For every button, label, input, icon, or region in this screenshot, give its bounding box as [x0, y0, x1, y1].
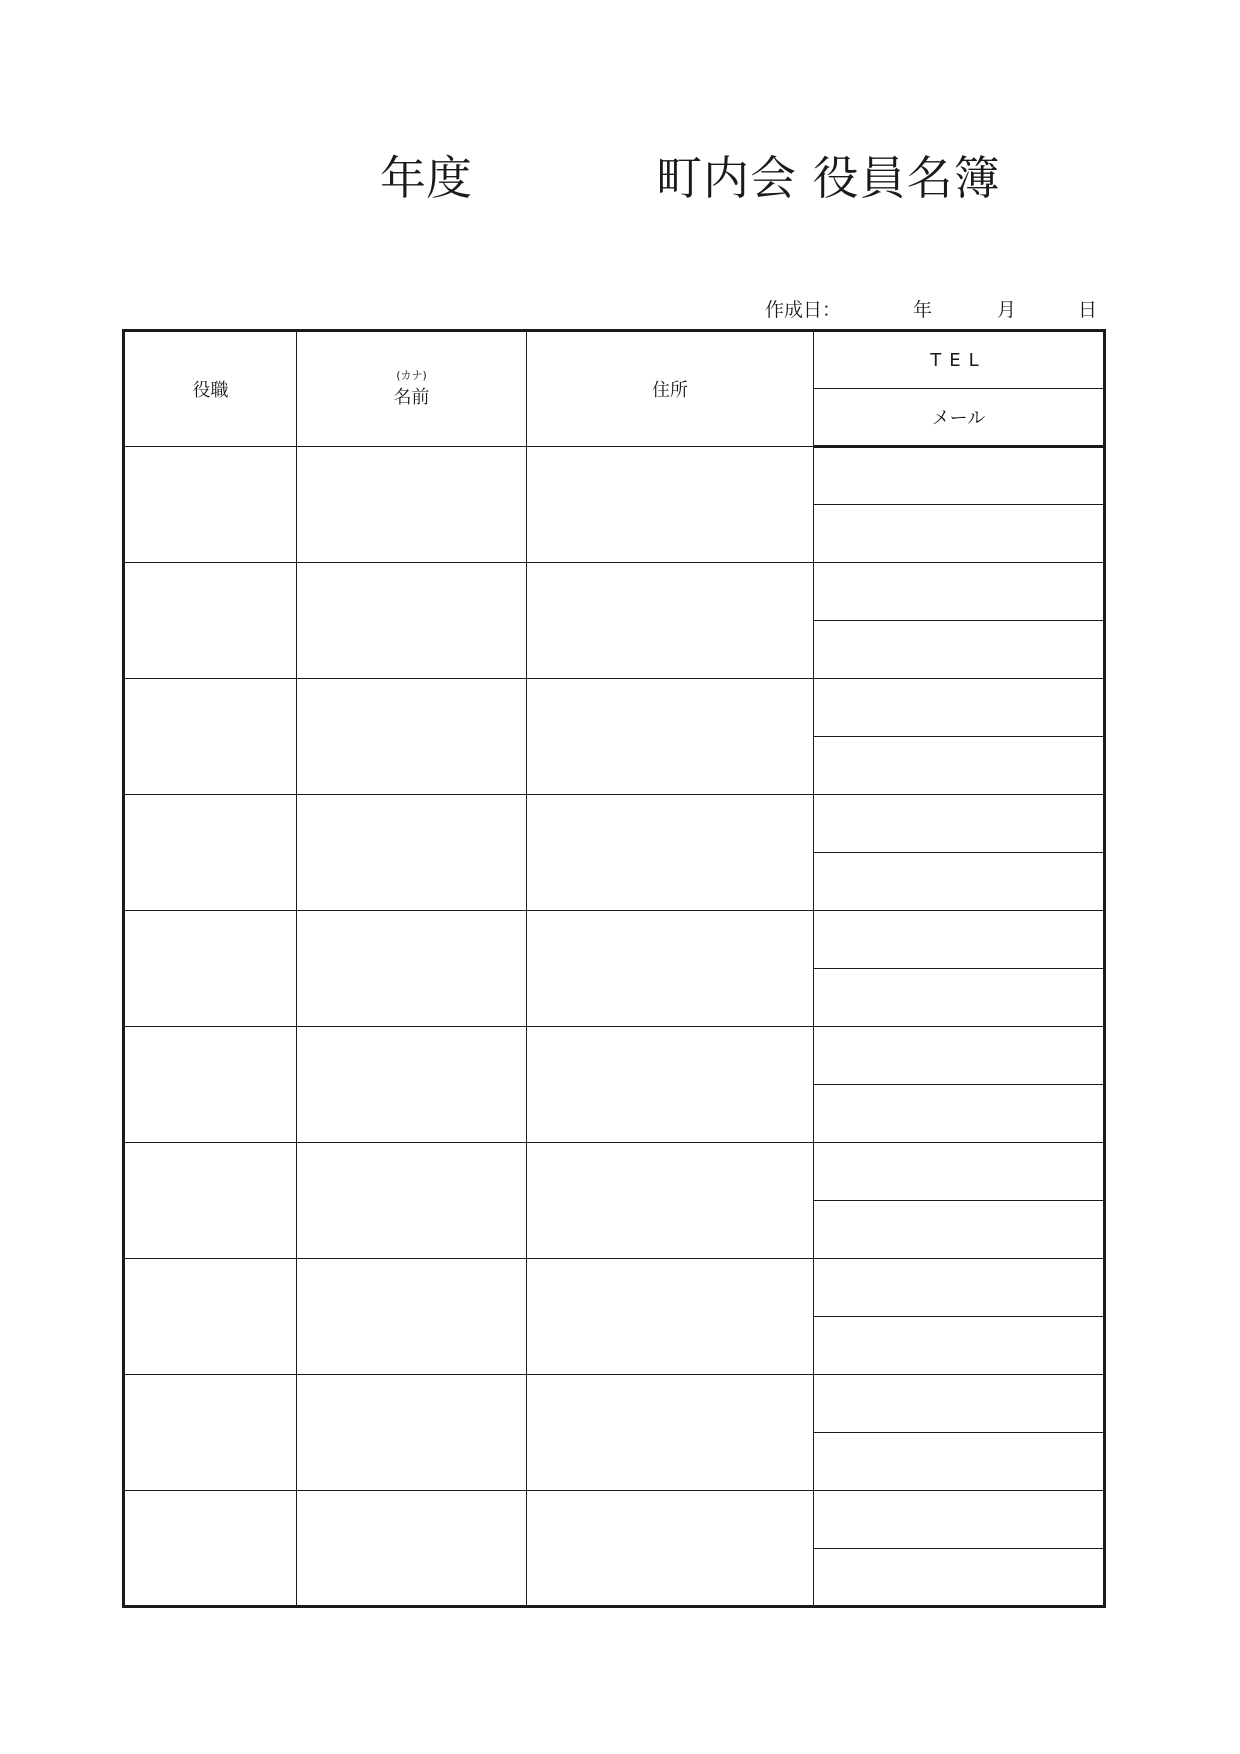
- mail-header: メール: [814, 389, 1105, 447]
- entry-row: [124, 911, 1105, 969]
- entry-row: [124, 1259, 1105, 1317]
- entry-tel-cell[interactable]: [814, 563, 1105, 621]
- entry-role-cell[interactable]: [124, 1259, 297, 1375]
- entry-role-cell[interactable]: [124, 1027, 297, 1143]
- entry-name-cell[interactable]: [297, 679, 527, 795]
- entry-mail-cell[interactable]: [814, 505, 1105, 563]
- entry-name-cell[interactable]: [297, 1027, 527, 1143]
- role-header: 役職: [124, 331, 297, 447]
- entry-row: [124, 1027, 1105, 1085]
- entry-row: [124, 447, 1105, 505]
- entry-mail-cell[interactable]: [814, 737, 1105, 795]
- header-row: [124, 331, 1105, 389]
- entry-tel-cell[interactable]: [814, 679, 1105, 737]
- entry-name-cell[interactable]: [297, 911, 527, 1027]
- entry-tel-cell[interactable]: [814, 911, 1105, 969]
- entry-name-cell[interactable]: [297, 563, 527, 679]
- entry-name-cell[interactable]: [297, 1491, 527, 1607]
- entry-row: [124, 795, 1105, 853]
- name-kana-label: (カナ): [396, 369, 427, 382]
- title-main: 町内会 役員名簿: [656, 151, 1001, 205]
- address-header: 住所: [527, 331, 814, 447]
- entry-role-cell[interactable]: [124, 1143, 297, 1259]
- entry-mail-cell[interactable]: [814, 969, 1105, 1027]
- entry-address-cell[interactable]: [527, 1375, 814, 1491]
- entry-address-cell[interactable]: [527, 911, 814, 1027]
- entry-name-cell[interactable]: [297, 447, 527, 563]
- entry-tel-cell[interactable]: [814, 1491, 1105, 1549]
- entry-address-cell[interactable]: [527, 563, 814, 679]
- entry-mail-cell[interactable]: [814, 1317, 1105, 1375]
- entry-name-cell[interactable]: [297, 1259, 527, 1375]
- title-year-label: 年度: [380, 151, 472, 205]
- entry-role-cell[interactable]: [124, 1375, 297, 1491]
- entry-tel-cell[interactable]: [814, 1375, 1105, 1433]
- entry-role-cell[interactable]: [124, 911, 297, 1027]
- entry-tel-cell[interactable]: [814, 1143, 1105, 1201]
- entry-tel-cell[interactable]: [814, 1027, 1105, 1085]
- officer-roster-table: [122, 329, 1106, 1608]
- created-day-label: 日: [1078, 299, 1098, 321]
- entry-mail-cell[interactable]: [814, 1549, 1105, 1607]
- entry-row: [124, 1491, 1105, 1549]
- entry-tel-cell[interactable]: [814, 1259, 1105, 1317]
- name-header: [297, 331, 527, 447]
- tel-header: [814, 331, 1105, 389]
- entry-address-cell[interactable]: [527, 1259, 814, 1375]
- entry-address-cell[interactable]: [527, 795, 814, 911]
- entry-role-cell[interactable]: [124, 1491, 297, 1607]
- entry-mail-cell[interactable]: [814, 621, 1105, 679]
- entry-mail-cell[interactable]: [814, 1433, 1105, 1491]
- entry-row: [124, 679, 1105, 737]
- entry-name-cell[interactable]: [297, 795, 527, 911]
- entry-row: [124, 563, 1105, 621]
- entry-address-cell[interactable]: [527, 447, 814, 563]
- entry-mail-cell[interactable]: [814, 853, 1105, 911]
- entry-address-cell[interactable]: [527, 1027, 814, 1143]
- entry-row: [124, 1143, 1105, 1201]
- created-date-label: 作成日：: [765, 299, 842, 321]
- entry-mail-cell[interactable]: [814, 1085, 1105, 1143]
- entry-row: [124, 1375, 1105, 1433]
- entry-name-cell[interactable]: [297, 1375, 527, 1491]
- entry-tel-cell[interactable]: [814, 447, 1105, 505]
- entry-address-cell[interactable]: [527, 1491, 814, 1607]
- entry-address-cell[interactable]: [527, 679, 814, 795]
- entry-role-cell[interactable]: [124, 447, 297, 563]
- entry-role-cell[interactable]: [124, 795, 297, 911]
- created-month-label: 月: [997, 299, 1017, 321]
- entry-role-cell[interactable]: [124, 563, 297, 679]
- entry-address-cell[interactable]: [527, 1143, 814, 1259]
- entry-mail-cell[interactable]: [814, 1201, 1105, 1259]
- tel-label: TEL: [930, 349, 987, 371]
- created-year-label: 年: [913, 299, 933, 321]
- entry-name-cell[interactable]: [297, 1143, 527, 1259]
- entry-role-cell[interactable]: [124, 679, 297, 795]
- name-label: 名前: [393, 387, 430, 408]
- entry-tel-cell[interactable]: [814, 795, 1105, 853]
